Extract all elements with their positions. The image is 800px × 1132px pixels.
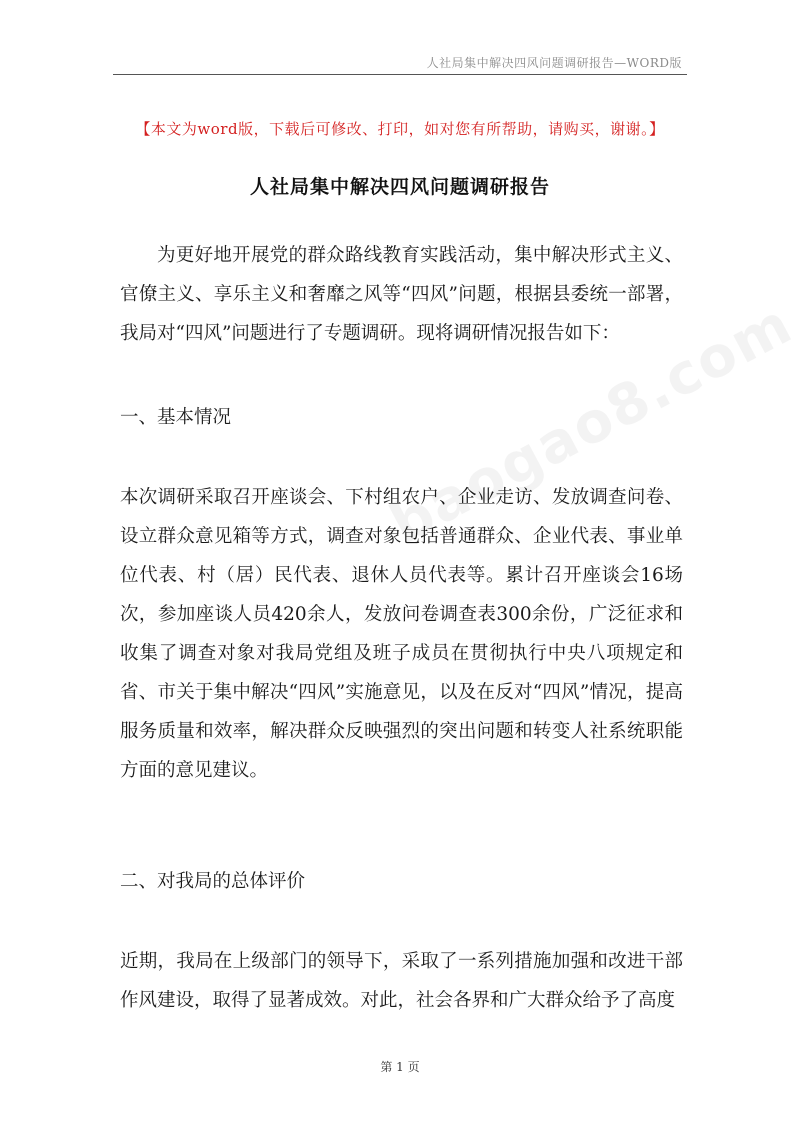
document-title: 人社局集中解决四风问题调研报告 — [249, 176, 550, 198]
section-heading-basic-situation: 一、基本情况 — [120, 407, 232, 428]
intro-paragraph: 为更好地开展党的群众路线教育实践活动，集中解决形式主义、官僚主义、享乐主义和奢靡之风等“四风”问题，根据县委统一部署，我局对“四风”问题进行了专题调研。现将调研情况报告如下： — [120, 245, 683, 344]
page-number: 第 1 页 — [380, 1060, 420, 1074]
running-header: 人社局集中解决四风问题调研报告—WORD版 — [426, 56, 682, 70]
purchase-notice: 【本文为word版，下载后可修改、打印，如对您有所帮助，请购买，谢谢。】 — [135, 120, 665, 138]
section-paragraph-basic-situation: 本次调研采取召开座谈会、下村组农户、企业走访、发放调查问卷、设立群众意见箱等方式，调查对象包括普通群众、企业代表、事业单位代表、村（居）民代表、退休人员代表等。累计召开座谈会16场次，参加座谈人员420余人，发放问卷调查表300余份，广泛征求和收集了调查对象对我局党组及班子成员在贯彻执行中央八项规定和省、市关于集中解决“四风”实施意见，以及在反对“四风”情况，提高服务质量和效率，解决群众反映强烈的突出问题和转变人社系统职能方面的意见建议。 — [120, 487, 683, 781]
section-heading-overall-evaluation: 二、对我局的总体评价 — [120, 871, 306, 892]
section-paragraph-overall-evaluation: 近期，我局在上级部门的领导下，采取了一系列措施加强和改进干部作风建设，取得了显著成效。对此，社会各界和广大群众给予了高度 — [120, 951, 683, 1011]
header-divider — [113, 74, 687, 75]
